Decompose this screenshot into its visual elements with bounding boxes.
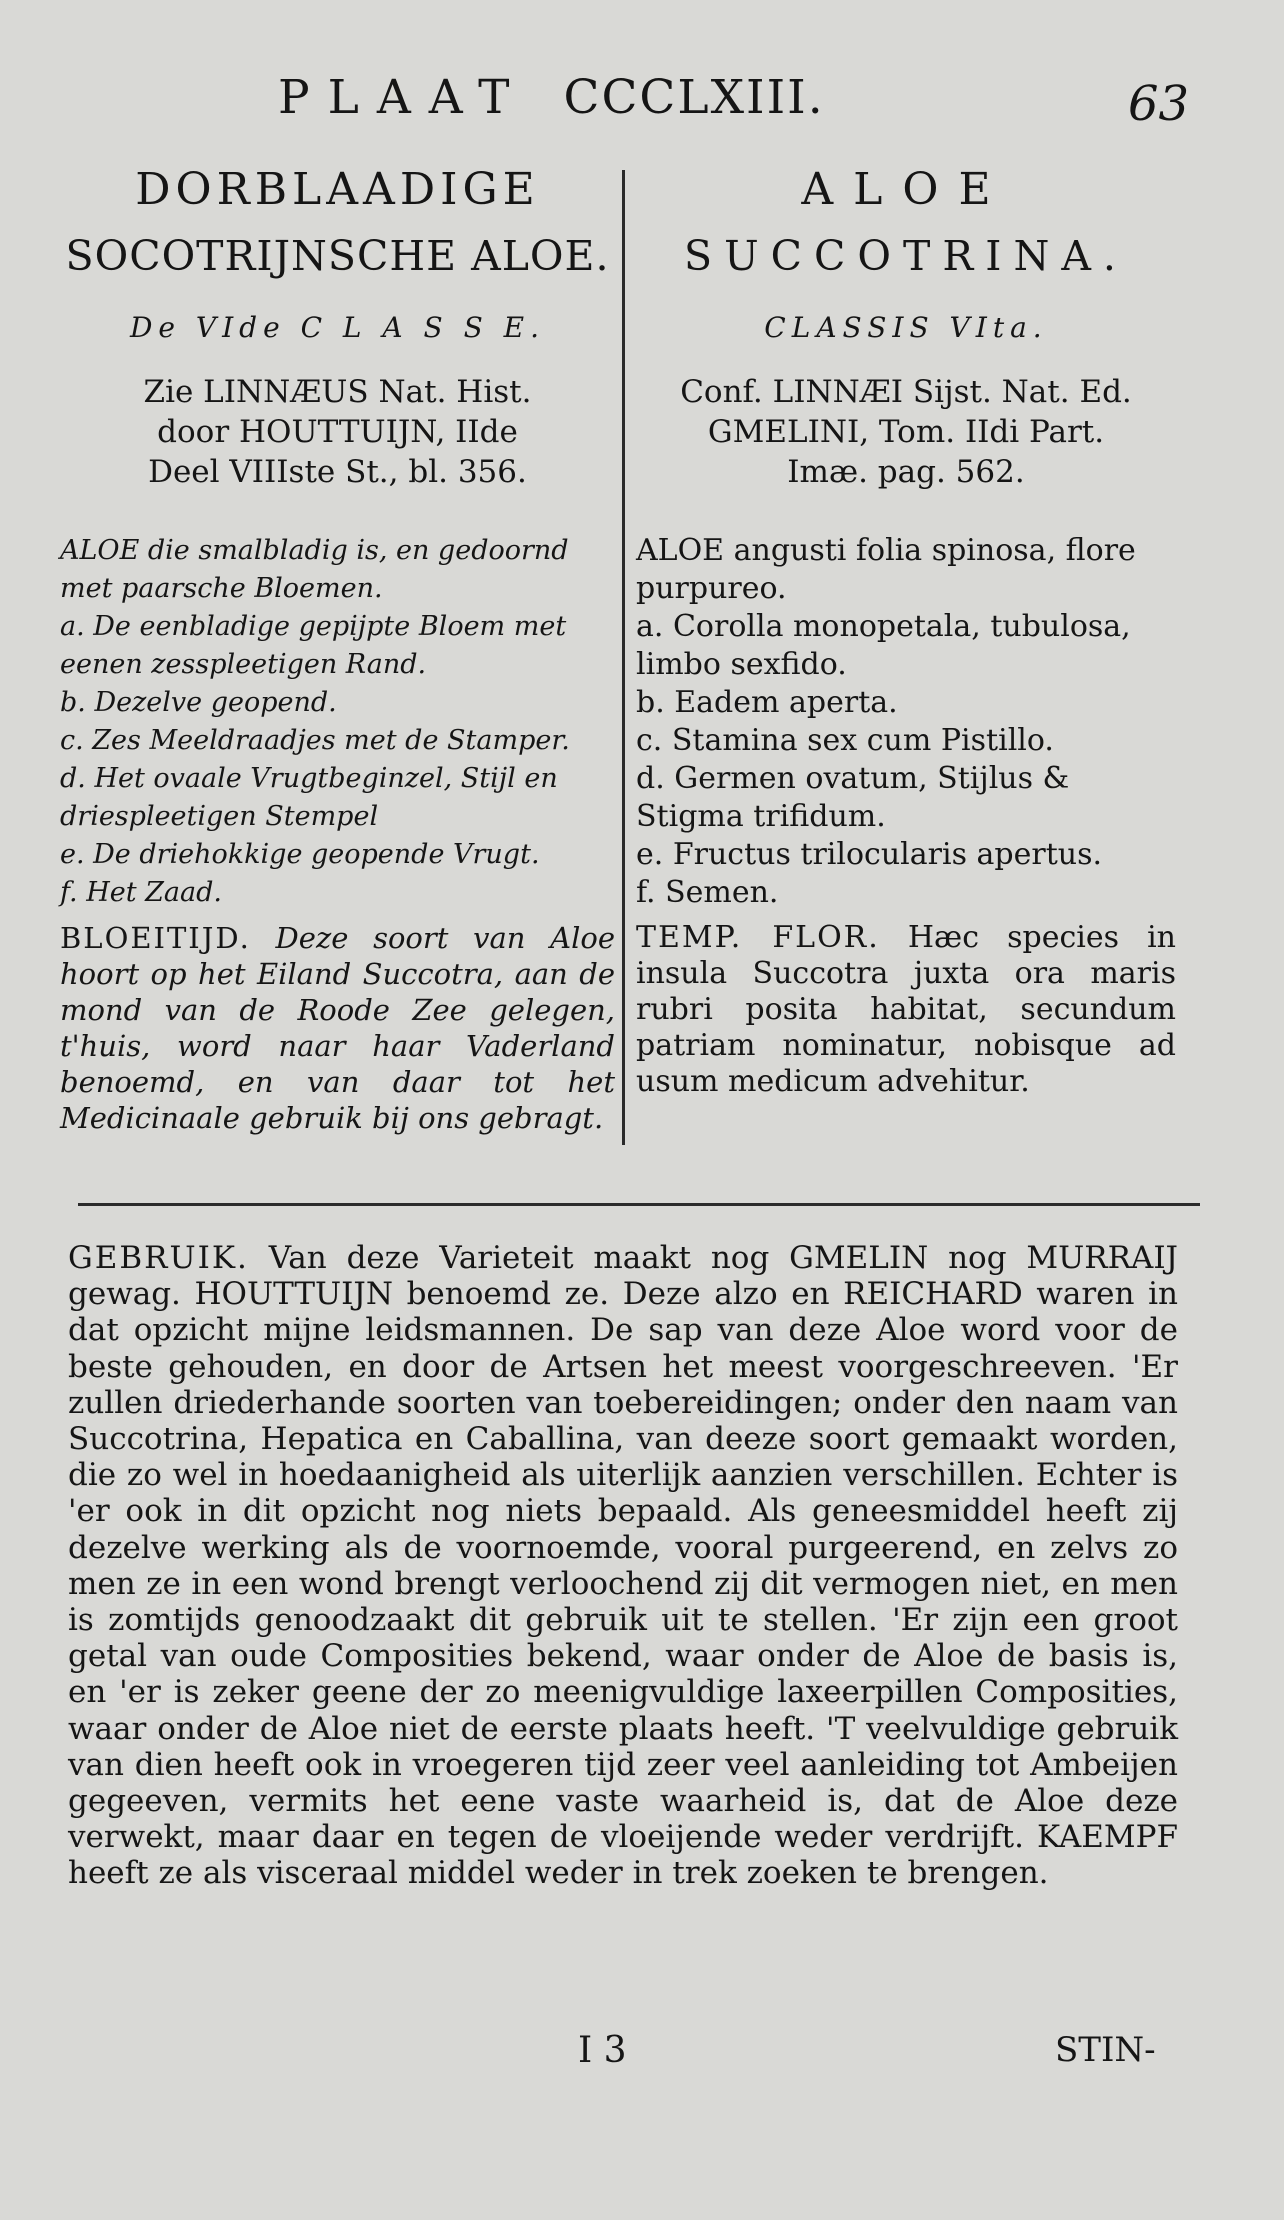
dutch-reference-line: door HOUTTUIJN, IIde [157,414,518,450]
column-divider [622,170,625,1145]
running-title: PLAAT [278,70,528,125]
dutch-flowering-text: Deze soort van Aloe hoort op het Eiland Succotra, aan de mond van de Roode Zee gelegen, t'huis, word naar haar Vaderland benoemd, en van daar tot het Medicinaale gebruik bij ons gebragt. [60,921,615,1135]
dutch-reference [60,372,615,492]
latin-reference-line: Conf. LINNÆI Sijst. Nat. Ed. [680,374,1132,410]
dutch-class-label: De VIde C L A S S E. [129,311,546,344]
dutch-desc-item: c. Zes Meeldraadjes met de Stamper. [60,725,570,756]
usage-text: Van deze Varieteit maakt nog GMELIN nog MURRAIJ gewag. HOUTTUIJN benoemd ze. Deze alzo en REICHARD waren in dat opzicht mijne leidsmannen. De sap van deze Aloe word voor de beste gehouden, en door de Artsen het meest voorgeschreeven. 'Er zullen driederhande soorten van toebereidingen; onder den naam van Succotrina, Hepatica en Caballina, van deeze soort gemaakt worden, die zo wel in hoedaanigheid als uiterlijk aanzien verschillen. Echter is 'er ook in dit opzicht nog niets bepaald. Als geneesmiddel heeft zij dezelve werking als de voornoemde, vooral purgeerend, en zelvs zo men ze in een wond brengt verloochend zij dit vermogen niet, en men is zomtijds genoodzaakt dit gebruik uit te stellen. 'Er zijn een groot getal van oude Composities bekend, waar onder de Aloe de basis is, en 'er is zeker geene der zo meenigvuldige laxeerpillen Composities, waar onder de Aloe niet de eerste plaats heeft. 'T veelvuldige gebruik van dien heeft ook in vroegeren tijd zeer veel aanleiding tot Ambeijen gegeeven, vermits het eene vaste waarheid is, dat de Aloe deze verwekt, maar daar en tegen de vloeijende weder verdrijft. KAEMPF heeft ze als visceraal middel weder in trek zoeken te brengen. [68,1240,1178,1892]
usage-paragraph [68,1240,1178,1892]
dutch-flowering-label: BLOEITIJD. [60,921,251,955]
dutch-desc-item: b. Dezelve geopend. [60,687,337,718]
dutch-desc-item: e. De driehokkige geopende Vrugt. [60,839,540,870]
dutch-desc-item: d. Het ovaale Vrugtbeginzel, Stijl en driespleetigen Stempel [60,763,558,832]
latin-desc-item: b. Eadem aperta. [636,685,898,720]
latin-flowering-text: Hæc species in insula Succotra juxta ora maris rubri posita habitat, secundum patriam nominatur, nobisque ad usum medicum advehitur. [636,920,1176,1099]
latin-title-line1: ALOE [801,164,1011,215]
latin-reference-line: Imæ. pag. 562. [787,454,1025,490]
usage-label: GEBRUIK. [68,1240,249,1276]
page-number: 63 [1128,76,1190,132]
latin-title-line2: SUCCOTRINA. [684,232,1128,280]
latin-description [636,532,1176,912]
catchword: STIN- [1055,2030,1156,2070]
dutch-description [60,532,615,912]
dutch-reference-line: Zie LINNÆUS Nat. Hist. [143,374,532,410]
dutch-desc-item: f. Het Zaad. [60,877,222,908]
dutch-reference-line: Deel VIIIste St., bl. 356. [148,454,527,490]
section-rule [78,1203,1200,1206]
latin-class-label: CLASSIS VIta. [764,311,1048,344]
latin-column [636,160,1176,1100]
latin-desc-item: c. Stamina sex cum Pistillo. [636,723,1054,758]
latin-reference [636,372,1176,492]
plate-number: CCCLXIII. [563,70,825,125]
latin-desc-item: d. Germen ovatum, Stijlus & Stigma trifidum. [636,761,1070,834]
dutch-title-line1: DORBLAADIGE [135,164,540,215]
dutch-column [60,160,615,1136]
dutch-flowering-paragraph [60,920,615,1136]
running-header [278,70,825,125]
latin-desc-item: e. Fructus trilocularis apertus. [636,837,1103,872]
latin-desc-item: a. Corolla monopetala, tubulosa, limbo sexfido. [636,609,1131,682]
latin-desc-intro: ALOE angusti folia spinosa, flore purpureo. [636,533,1136,606]
latin-reference-line: GMELINI, Tom. IIdi Part. [707,414,1105,450]
latin-flowering-label: TEMP. FLOR. [636,920,880,955]
latin-flowering-paragraph [636,920,1176,1100]
latin-desc-item: f. Semen. [636,875,779,910]
dutch-desc-intro: ALOE die smalbladig is, en gedoornd met paarsche Bloemen. [60,535,569,604]
dutch-desc-item: a. De eenbladige gepijpte Bloem met eenen zesspleetigen Rand. [60,611,567,680]
dutch-title-line2: SOCOTRIJNSCHE ALOE. [65,232,610,280]
signature-mark: I 3 [578,2030,627,2071]
